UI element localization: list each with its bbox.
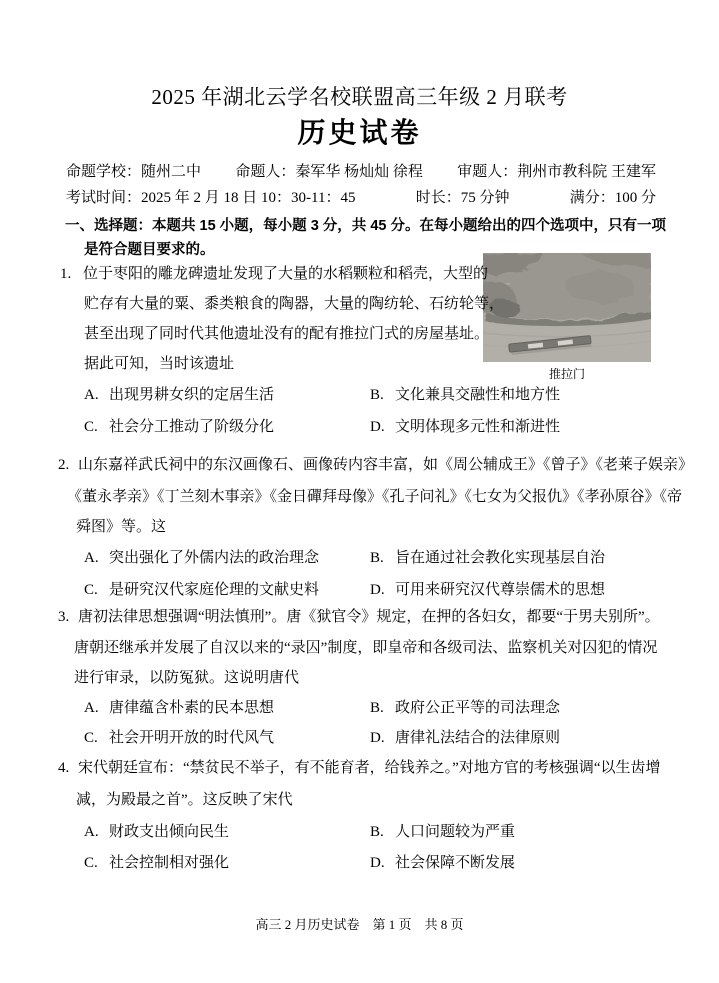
question-1-line-3: 甚至出现了同时代其他遗址没有的配有推拉门式的房屋基址。 xyxy=(84,326,490,342)
option-text: 突出强化了外儒内法的政治理念 xyxy=(109,550,320,566)
option-label: C. xyxy=(84,855,98,871)
option-label: A. xyxy=(84,700,99,716)
option-label: C. xyxy=(84,419,98,435)
question-1-line-4: 据此可知，当时该遗址 xyxy=(84,356,235,372)
section-heading-line-1: 一、选择题：本题共 15 小题，每小题 3 分，共 45 分。在每小题给出的四个选项中，只有一项 xyxy=(65,218,666,234)
question-4-line-1: 宋代朝廷宣布：“禁贫民不举子，有不能育者，给钱养之。”对地方官的考核强调“以生齿增 xyxy=(78,760,661,776)
paper-title: 历史试卷 xyxy=(297,117,422,148)
question-1-option-c xyxy=(84,417,274,437)
question-4-line-2: 减，为殿最之首”。这反映了宋代 xyxy=(76,792,293,808)
question-2-option-a xyxy=(84,548,319,568)
question-4-option-c xyxy=(84,853,229,873)
exam-info-row-1 xyxy=(66,162,656,182)
question-2-number: 2. xyxy=(58,457,70,473)
option-label: A. xyxy=(84,550,99,566)
info-duration: 时长：75 分钟 xyxy=(415,190,510,206)
option-text: 社会保障不断发展 xyxy=(395,855,516,871)
info-reviewers: 审题人：荆州市教科院 王建军 xyxy=(457,164,656,180)
option-text: 社会控制相对强化 xyxy=(109,855,230,871)
question-3-line-2: 唐朝还继承并发展了自汉以来的“录囚”制度，即皇帝和各级司法、监察机关对囚犯的情况 xyxy=(74,640,658,656)
excavation-photo xyxy=(483,253,651,362)
option-text: 是研究汉代家庭伦理的文献史料 xyxy=(109,582,320,598)
option-text: 社会分工推动了阶级分化 xyxy=(109,419,275,435)
option-label: D. xyxy=(370,855,385,871)
question-4-number: 4. xyxy=(58,760,70,776)
figure-caption: 推拉门 xyxy=(548,367,585,381)
question-1-number: 1. xyxy=(60,266,72,282)
question-2-line-3: 舜图》等。这 xyxy=(76,519,167,535)
option-label: C. xyxy=(84,582,98,598)
question-3-line-3: 进行审录，以防冤狱。这说明唐代 xyxy=(74,670,300,686)
option-label: B. xyxy=(370,700,384,716)
option-text: 可用来研究汉代尊崇儒术的思想 xyxy=(395,582,606,598)
question-2-line-1: 山东嘉祥武氏祠中的东汉画像石、画像砖内容丰富，如《周公辅成王》《曾子》《老莱子娱亲》 xyxy=(78,457,694,473)
exam-info-row-2 xyxy=(66,188,656,208)
info-exam-time: 考试时间：2025 年 2 月 18 日 10：30-11：45 xyxy=(66,190,356,206)
question-2-line-2: 《董永孝亲》《丁兰刻木事亲》《金日磾拜母像》《孔子问礼》《七女为父报仇》《孝孙原谷》《帝 xyxy=(67,489,683,505)
option-label: C. xyxy=(84,730,98,746)
question-3-option-c xyxy=(84,728,274,748)
option-text: 旨在通过社会教化实现基层自治 xyxy=(395,550,606,566)
option-text: 文化兼具交融性和地方性 xyxy=(395,387,561,403)
question-3-option-d xyxy=(370,728,560,748)
question-2-option-d xyxy=(370,580,605,600)
option-label: A. xyxy=(84,387,99,403)
question-3-number: 3. xyxy=(58,609,70,625)
info-school: 命题学校：随州二中 xyxy=(66,164,202,180)
option-text: 社会开明开放的时代风气 xyxy=(109,730,275,746)
option-label: D. xyxy=(370,419,385,435)
question-1-line-1: 位于枣阳的雕龙碑遗址发现了大量的水稻颗粒和稻壳，大型的 xyxy=(83,266,489,282)
option-text: 出现男耕女织的定居生活 xyxy=(109,387,275,403)
option-text: 财政支出倾向民生 xyxy=(109,824,230,840)
option-label: D. xyxy=(370,730,385,746)
option-label: D. xyxy=(370,582,385,598)
exam-title: 2025 年湖北云学名校联盟高三年级 2 月联考 xyxy=(151,85,568,109)
option-text: 唐律蕴含朴素的民本思想 xyxy=(109,700,275,716)
question-4-option-a xyxy=(84,822,229,842)
question-2-option-b xyxy=(370,548,605,568)
page-footer: 高三 2 月历史试卷 第 1 页 共 8 页 xyxy=(255,917,464,932)
question-3-line-1: 唐初法律思想强调“明法慎刑”。唐《狱官令》规定，在押的各妇女，都要“于男夫别所”。 xyxy=(78,609,660,625)
info-total-score: 满分：100 分 xyxy=(569,190,656,206)
info-setters: 命题人：秦军华 杨灿灿 徐程 xyxy=(235,164,423,180)
option-label: B. xyxy=(370,387,384,403)
question-1-figure xyxy=(483,253,651,382)
section-heading-line-2: 是符合题目要求的。 xyxy=(84,242,215,258)
question-2-option-c xyxy=(84,580,319,600)
question-1-option-a xyxy=(84,385,274,405)
option-label: B. xyxy=(370,824,384,840)
option-text: 文明体现多元性和渐进性 xyxy=(395,419,561,435)
question-3-option-a xyxy=(84,698,274,718)
option-text: 政府公正平等的司法理念 xyxy=(395,700,561,716)
option-text: 人口问题较为严重 xyxy=(395,824,516,840)
question-3-option-b xyxy=(370,698,560,718)
option-text: 唐律礼法结合的法律原则 xyxy=(395,730,561,746)
question-1-line-2: 贮存有大量的粟、黍类粮食的陶器，大量的陶纺轮、石纺轮等， xyxy=(84,296,505,312)
question-1-option-d xyxy=(370,417,560,437)
question-1-option-b xyxy=(370,385,560,405)
option-label: B. xyxy=(370,550,384,566)
question-4-option-d xyxy=(370,853,515,873)
question-4-option-b xyxy=(370,822,515,842)
option-label: A. xyxy=(84,824,99,840)
